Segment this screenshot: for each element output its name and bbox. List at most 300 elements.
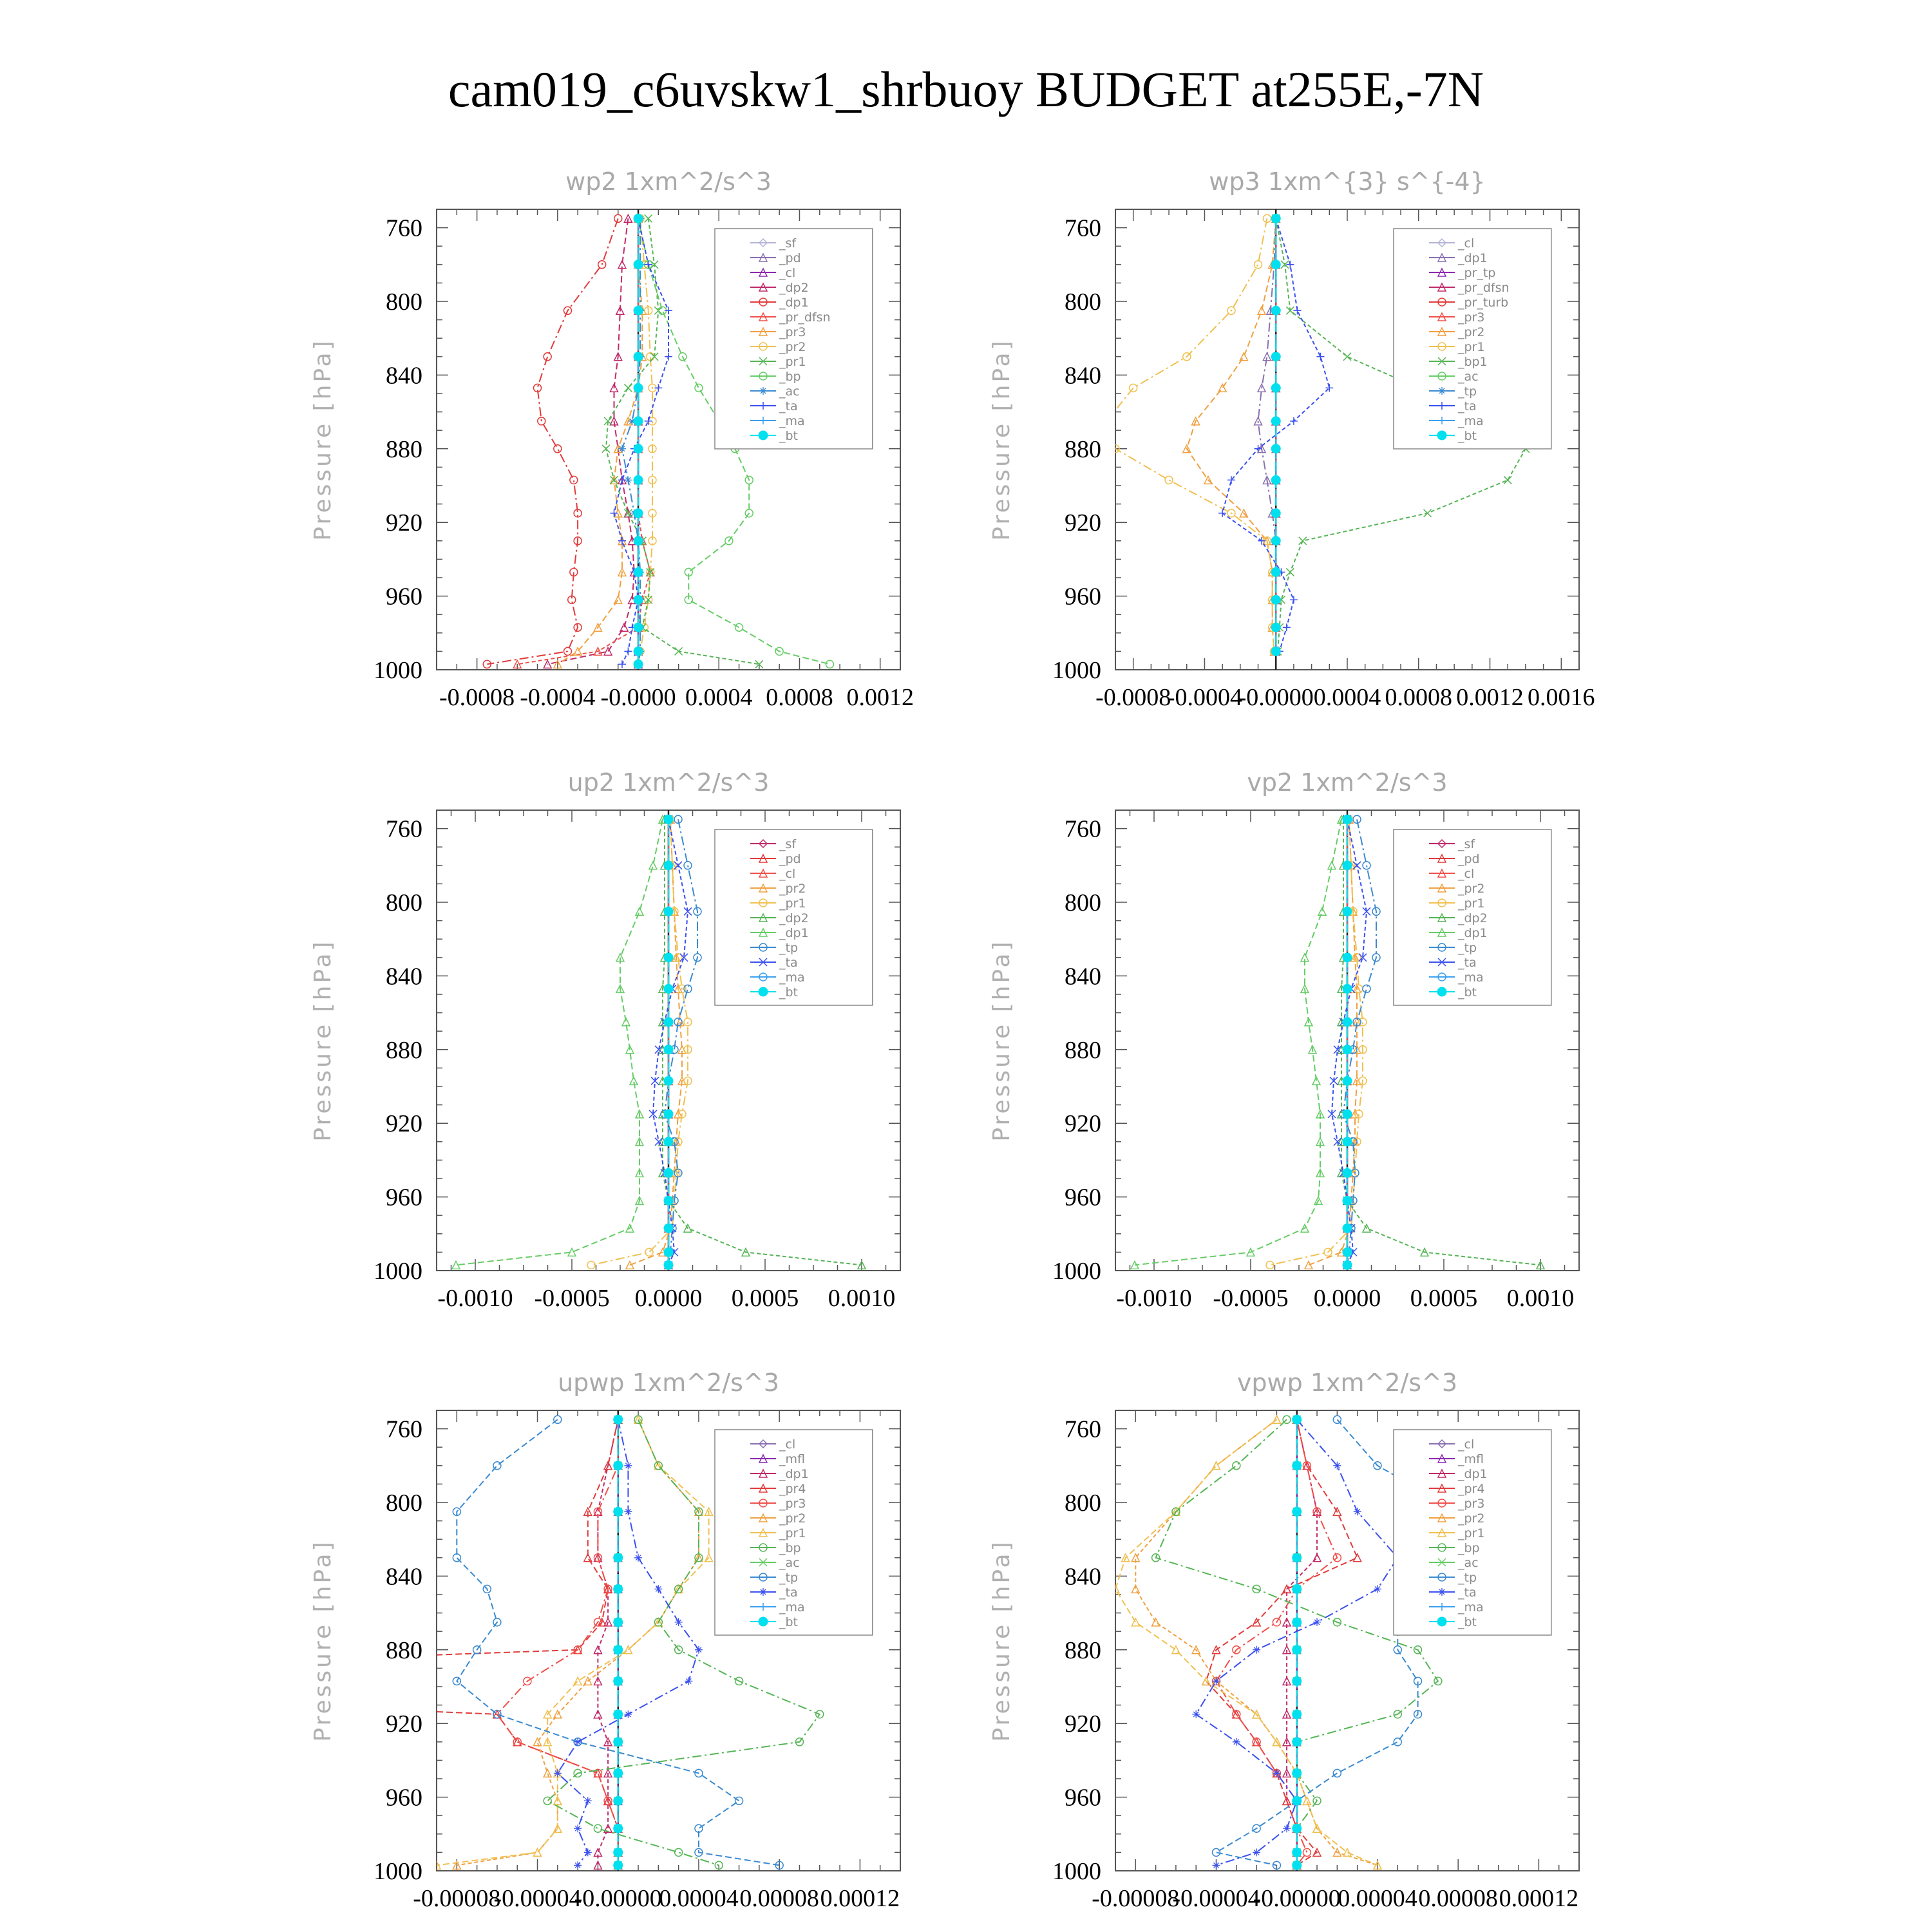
- data-point: [664, 1045, 673, 1054]
- data-point: [1271, 475, 1280, 484]
- data-point: [1290, 596, 1298, 603]
- data-point: [614, 214, 622, 222]
- data-point: [1343, 1260, 1352, 1269]
- legend: [1394, 829, 1551, 1005]
- data-point: [826, 660, 833, 668]
- legend-label: _dp1: [779, 926, 809, 940]
- data-point: [674, 862, 682, 869]
- data-point: [664, 1076, 673, 1085]
- x-tick-label: -0.0000: [1238, 684, 1314, 711]
- x-tick-label: -0.0010: [437, 1285, 513, 1312]
- legend-label: _bt: [1458, 1615, 1477, 1629]
- data-point: [1343, 907, 1352, 916]
- legend-label: _sf: [779, 837, 797, 851]
- legend: [715, 229, 873, 449]
- y-tick-label: 840: [1065, 963, 1101, 990]
- data-point: [675, 1848, 683, 1856]
- legend-label: _tp: [1458, 1571, 1477, 1585]
- panels: [0, 167, 1595, 1912]
- data-point: [1363, 985, 1370, 992]
- x-tick-label: -0.00008: [413, 1885, 501, 1912]
- x-tick-label: 0.00008: [1418, 1885, 1498, 1912]
- x-tick-label: -0.0000: [600, 684, 676, 711]
- data-point: [645, 1248, 653, 1256]
- legend-label: _dp2: [779, 281, 809, 295]
- data-point: [1354, 1508, 1361, 1515]
- data-point: [664, 1110, 673, 1119]
- legend-label: _ta: [1458, 399, 1477, 413]
- series-line-pr1: [437, 1419, 709, 1865]
- data-point: [554, 1769, 562, 1777]
- data-point: [614, 1824, 623, 1833]
- data-point: [1293, 1710, 1302, 1719]
- data-point: [634, 214, 643, 223]
- legend-marker: [759, 431, 768, 440]
- x-tick-label: -0.00004: [493, 1885, 582, 1912]
- data-point: [1132, 1618, 1139, 1626]
- y-tick-label: 840: [1065, 362, 1101, 390]
- data-point: [1343, 1224, 1352, 1233]
- data-point: [634, 536, 643, 545]
- data-point: [1293, 307, 1301, 314]
- legend: [1394, 1430, 1551, 1635]
- y-tick-label: 1000: [374, 1858, 422, 1885]
- data-point: [1255, 261, 1262, 269]
- y-tick-label: 920: [386, 509, 422, 537]
- data-point: [1303, 1848, 1311, 1856]
- data-point: [618, 445, 626, 453]
- series-line-pr3: [1217, 1419, 1338, 1865]
- y-axis-label: Pressure [hPa]: [310, 338, 336, 541]
- legend-label: _cl: [779, 867, 796, 881]
- series-line-pr3: [558, 218, 643, 664]
- legend-label: _pd: [779, 852, 801, 866]
- data-point: [634, 260, 643, 269]
- y-tick-label: 1000: [1052, 1858, 1101, 1885]
- x-tick-label: 0.0012: [846, 684, 914, 711]
- y-axis-label: Pressure [hPa]: [989, 1539, 1015, 1742]
- data-point: [1152, 1618, 1160, 1626]
- data-point: [626, 1261, 634, 1269]
- y-tick-label: 840: [1065, 1563, 1101, 1591]
- data-point: [1293, 1768, 1302, 1777]
- legend-label: _dp2: [1458, 911, 1488, 925]
- legend-label: _ma: [1458, 1600, 1484, 1615]
- legend-label: _ma: [1458, 971, 1484, 985]
- legend-label: _cl: [779, 1437, 796, 1452]
- data-point: [614, 1507, 623, 1516]
- legend: [715, 1430, 873, 1635]
- legend-label: _pr_tp: [1458, 266, 1496, 280]
- y-tick-label: 920: [386, 1110, 422, 1138]
- legend-label: _pr3: [1458, 310, 1485, 325]
- data-point: [1240, 353, 1247, 361]
- legend-label: _pr3: [779, 1497, 806, 1511]
- data-point: [513, 1738, 521, 1746]
- data-point: [634, 647, 643, 656]
- data-point: [1343, 1247, 1352, 1256]
- data-point: [624, 384, 632, 392]
- y-tick-label: 840: [386, 963, 422, 990]
- panel-title: vp2 1xm^2/s^3: [1247, 768, 1448, 797]
- data-point: [634, 509, 643, 518]
- legend-label: _pr4: [779, 1482, 806, 1496]
- y-tick-label: 960: [386, 1784, 422, 1812]
- data-point: [1286, 568, 1294, 576]
- data-point: [664, 984, 673, 993]
- series-line-pr_dfsn: [517, 218, 650, 664]
- x-tick-label: -0.00008: [1092, 1885, 1180, 1912]
- legend: [715, 829, 873, 1005]
- legend-label: _ma: [779, 1600, 805, 1615]
- legend-label: _dp1: [1458, 926, 1488, 940]
- legend-label: _pr3: [779, 325, 806, 339]
- y-tick-label: 800: [1065, 889, 1101, 916]
- data-point: [574, 1824, 582, 1832]
- legend-label: _bt: [779, 429, 799, 443]
- data-point: [664, 907, 673, 916]
- x-tick-label: 0.0000: [1313, 1285, 1381, 1312]
- legend-label: _pr2: [1458, 882, 1485, 896]
- y-tick-label: 760: [386, 815, 422, 843]
- data-point: [1271, 417, 1280, 426]
- legend-label: _pr_dfsn: [779, 310, 831, 325]
- x-tick-label: -0.0004: [1166, 684, 1243, 711]
- data-point: [634, 595, 643, 604]
- legend-label: _mfl: [1458, 1452, 1484, 1466]
- data-point: [493, 1462, 501, 1470]
- data-point: [1271, 214, 1280, 223]
- panel-title: wp2 1xm^2/s^3: [565, 167, 772, 196]
- data-point: [614, 1768, 623, 1777]
- legend-marker: [1437, 1617, 1446, 1626]
- legend-label: _bp: [779, 370, 801, 384]
- y-tick-label: 760: [1065, 214, 1101, 242]
- y-tick-label: 760: [1065, 815, 1101, 843]
- series-line-pr4: [1206, 1419, 1358, 1865]
- data-point: [634, 475, 643, 484]
- data-point: [634, 623, 643, 632]
- x-tick-label: 0.00004: [1338, 1885, 1417, 1912]
- panel-title: upwp 1xm^2/s^3: [558, 1368, 779, 1397]
- legend-label: _ma: [1458, 414, 1484, 428]
- legend-label: _sf: [1458, 837, 1475, 851]
- data-point: [554, 1416, 562, 1423]
- legend-label: _pr1: [779, 896, 806, 911]
- x-tick-label: -0.0008: [1095, 684, 1171, 711]
- legend-label: _pr1: [1458, 896, 1485, 911]
- y-tick-label: 880: [386, 435, 422, 463]
- data-point: [614, 1645, 623, 1654]
- data-point: [624, 1462, 632, 1470]
- legend-label: _pr1: [1458, 1526, 1485, 1540]
- data-point: [1343, 953, 1352, 962]
- data-point: [1504, 476, 1511, 484]
- legend-label: _ta: [1458, 1586, 1477, 1600]
- legend-label: _ac: [1458, 1556, 1479, 1570]
- x-tick-label: 0.0005: [1410, 1285, 1478, 1312]
- x-tick-label: -0.0008: [439, 684, 515, 711]
- data-point: [624, 647, 632, 655]
- data-point: [1343, 1110, 1352, 1119]
- x-tick-label: -0.0005: [534, 1285, 610, 1312]
- data-point: [618, 476, 626, 484]
- y-tick-label: 800: [386, 289, 422, 316]
- data-point: [1343, 861, 1352, 870]
- data-point: [614, 1861, 623, 1870]
- y-tick-label: 1000: [1052, 1258, 1101, 1285]
- data-point: [618, 660, 626, 668]
- legend-label: _tp: [1458, 384, 1477, 399]
- data-point: [1293, 1645, 1302, 1654]
- y-tick-label: 920: [1065, 509, 1101, 537]
- panel-vpwp: [989, 1368, 1579, 1912]
- series-line-pr1: [1115, 1419, 1378, 1865]
- legend-label: _bt: [1458, 985, 1477, 999]
- legend-label: _pr2: [1458, 325, 1485, 339]
- series-line-pr2: [1187, 218, 1276, 651]
- x-tick-label: 0.0008: [766, 684, 833, 711]
- x-tick-label: -0.0004: [520, 684, 596, 711]
- data-point: [614, 1461, 623, 1470]
- legend-label: _ta: [779, 1586, 798, 1600]
- data-point: [1343, 815, 1352, 824]
- panel-title: up2 1xm^2/s^3: [567, 768, 770, 797]
- data-point: [1192, 1710, 1200, 1718]
- x-tick-label: 0.0010: [828, 1285, 896, 1312]
- y-tick-label: 1000: [374, 1258, 422, 1285]
- y-tick-label: 760: [386, 1416, 422, 1443]
- data-point: [594, 1824, 601, 1832]
- legend-label: _pr2: [779, 882, 806, 896]
- x-tick-label: 0.00012: [820, 1885, 900, 1912]
- data-point: [1271, 595, 1280, 604]
- legend-label: _pr1: [1458, 340, 1485, 354]
- data-point: [614, 1796, 623, 1805]
- panel-upwp: [0, 1368, 900, 1912]
- legend-label: _dp1: [1458, 251, 1488, 265]
- x-tick-label: 0.00004: [659, 1885, 739, 1912]
- data-point: [634, 444, 643, 453]
- data-point: [1283, 1824, 1291, 1832]
- y-tick-label: 960: [386, 583, 422, 611]
- series-line-pr2: [457, 1419, 699, 1865]
- legend-marker: [1437, 431, 1446, 440]
- data-point: [614, 1618, 623, 1627]
- y-tick-label: 800: [386, 1490, 422, 1517]
- data-point: [634, 417, 643, 426]
- data-point: [1303, 1797, 1311, 1804]
- legend-label: _mfl: [779, 1452, 805, 1466]
- data-point: [1103, 417, 1110, 425]
- x-tick-label: 0.0000: [634, 1285, 703, 1312]
- legend-label: _pr_turb: [1458, 296, 1509, 310]
- data-point: [1293, 1415, 1302, 1424]
- data-point: [1293, 1848, 1302, 1857]
- y-tick-label: 880: [1065, 435, 1101, 463]
- data-point: [614, 1738, 623, 1747]
- panel-wp3: [989, 167, 1595, 711]
- data-point: [664, 1137, 673, 1146]
- y-tick-label: 840: [386, 1563, 422, 1591]
- y-tick-label: 920: [1065, 1110, 1101, 1138]
- legend-label: _ac: [779, 1556, 800, 1570]
- data-point: [614, 1415, 623, 1424]
- data-point: [664, 1196, 673, 1205]
- panel-wp2: [310, 167, 914, 711]
- legend-label: _ac: [779, 384, 800, 399]
- data-point: [636, 907, 643, 915]
- legend-label: _pr4: [1458, 1482, 1485, 1496]
- y-axis-label: Pressure [hPa]: [989, 338, 1015, 541]
- x-tick-label: 0.0004: [685, 684, 753, 711]
- data-point: [1343, 1018, 1352, 1027]
- data-point: [618, 537, 626, 545]
- data-point: [604, 647, 612, 655]
- legend-label: _ta: [779, 399, 798, 413]
- data-point: [634, 659, 643, 668]
- data-point: [1293, 1796, 1302, 1805]
- data-point: [1299, 537, 1307, 545]
- y-tick-label: 960: [1065, 1784, 1101, 1812]
- legend-label: _dp1: [779, 1467, 809, 1481]
- data-point: [685, 1677, 692, 1685]
- data-point: [624, 1508, 632, 1515]
- legend-label: _pr_dfsn: [1458, 281, 1510, 295]
- data-point: [544, 660, 551, 668]
- data-point: [1353, 862, 1361, 869]
- y-tick-label: 760: [1065, 1416, 1101, 1443]
- legend-label: _pr2: [779, 1511, 806, 1526]
- data-point: [1343, 984, 1352, 993]
- data-point: [1271, 647, 1280, 656]
- y-tick-label: 840: [386, 362, 422, 390]
- panel-up2: [310, 768, 900, 1312]
- x-tick-label: 0.0012: [1456, 684, 1524, 711]
- data-point: [1293, 1824, 1302, 1833]
- data-point: [1394, 1738, 1401, 1746]
- y-tick-label: 920: [1065, 1710, 1101, 1738]
- data-point: [665, 353, 672, 361]
- legend-marker: [759, 1617, 768, 1626]
- panel-title: wp3 1xm^{3} s^{-4}: [1209, 167, 1486, 196]
- data-point: [1271, 509, 1280, 518]
- data-point: [664, 953, 673, 962]
- data-point: [614, 1710, 623, 1719]
- legend: [1394, 229, 1551, 449]
- data-point: [1271, 623, 1280, 632]
- data-point: [634, 352, 643, 361]
- y-tick-label: 800: [1065, 289, 1101, 316]
- panel-vp2: [989, 768, 1579, 1312]
- legend-label: _dp1: [779, 296, 809, 310]
- data-point: [574, 1861, 582, 1869]
- legend-label: _pr2: [779, 340, 806, 354]
- data-point: [654, 1585, 662, 1593]
- legend-label: _tp: [779, 1571, 799, 1585]
- data-point: [664, 1018, 673, 1027]
- legend-label: _ma: [779, 971, 805, 985]
- data-point: [664, 1247, 673, 1256]
- legend-label: _ac: [1458, 370, 1479, 384]
- data-point: [1343, 353, 1351, 361]
- legend-label: _bp: [779, 1541, 801, 1555]
- y-tick-label: 960: [386, 1184, 422, 1211]
- legend-label: _bp1: [1458, 355, 1488, 369]
- series-line-dp1: [487, 218, 618, 664]
- data-point: [614, 1584, 623, 1593]
- data-point: [614, 1848, 623, 1857]
- data-point: [614, 1676, 623, 1685]
- legend-label: _bt: [779, 1615, 799, 1629]
- data-point: [1293, 1553, 1302, 1562]
- data-point: [1233, 1462, 1240, 1470]
- data-point: [1333, 1769, 1341, 1777]
- x-tick-label: 0.0016: [1528, 684, 1595, 711]
- data-point: [634, 383, 643, 392]
- data-point: [1303, 1797, 1311, 1804]
- data-point: [634, 1554, 642, 1562]
- y-tick-label: 880: [1065, 1636, 1101, 1664]
- data-point: [453, 1554, 460, 1562]
- data-point: [1283, 623, 1291, 631]
- data-point: [645, 417, 652, 425]
- x-tick-label: -0.0005: [1213, 1285, 1289, 1312]
- x-tick-label: 0.0004: [1313, 684, 1381, 711]
- y-axis-label: Pressure [hPa]: [310, 1539, 336, 1742]
- data-point: [544, 1769, 551, 1777]
- legend-label: _ma: [779, 414, 805, 428]
- data-point: [1271, 567, 1280, 576]
- x-tick-label: 0.0010: [1506, 1285, 1575, 1312]
- data-point: [1293, 1676, 1302, 1685]
- data-point: [1316, 353, 1324, 361]
- panel-title: vpwp 1xm^2/s^3: [1236, 1368, 1458, 1397]
- data-point: [1271, 260, 1280, 269]
- y-tick-label: 880: [1065, 1036, 1101, 1064]
- figure-title: cam019_c6uvskw1_shrbuoy BUDGET at255E,-7N: [448, 61, 1484, 117]
- legend-label: _ta: [779, 956, 798, 970]
- legend-label: _cl: [1458, 1437, 1475, 1452]
- data-point: [614, 1553, 623, 1562]
- legend-label: _bp: [1458, 1541, 1480, 1555]
- legend-label: _cl: [1458, 867, 1475, 881]
- series-line-dp1: [1135, 819, 1341, 1265]
- y-tick-label: 960: [1065, 583, 1101, 611]
- data-point: [735, 1797, 743, 1804]
- series-line-pr4: [0, 1419, 618, 1865]
- data-point: [554, 445, 562, 453]
- data-point: [1271, 352, 1280, 361]
- data-point: [684, 985, 692, 992]
- legend-label: _dp2: [779, 911, 809, 925]
- x-tick-label: -0.00004: [1172, 1885, 1260, 1912]
- data-point: [624, 1710, 632, 1718]
- data-point: [602, 445, 610, 453]
- series-line-dp1: [1258, 218, 1276, 651]
- legend-label: _ta: [1458, 956, 1477, 970]
- data-point: [1293, 1861, 1302, 1870]
- y-tick-label: 960: [1065, 1184, 1101, 1211]
- x-tick-label: 0.00008: [739, 1885, 819, 1912]
- data-point: [1290, 417, 1298, 425]
- data-point: [1354, 1554, 1361, 1562]
- y-tick-label: 800: [386, 889, 422, 916]
- data-point: [664, 815, 673, 824]
- data-point: [1271, 536, 1280, 545]
- data-point: [1293, 1461, 1302, 1470]
- data-point: [610, 509, 618, 517]
